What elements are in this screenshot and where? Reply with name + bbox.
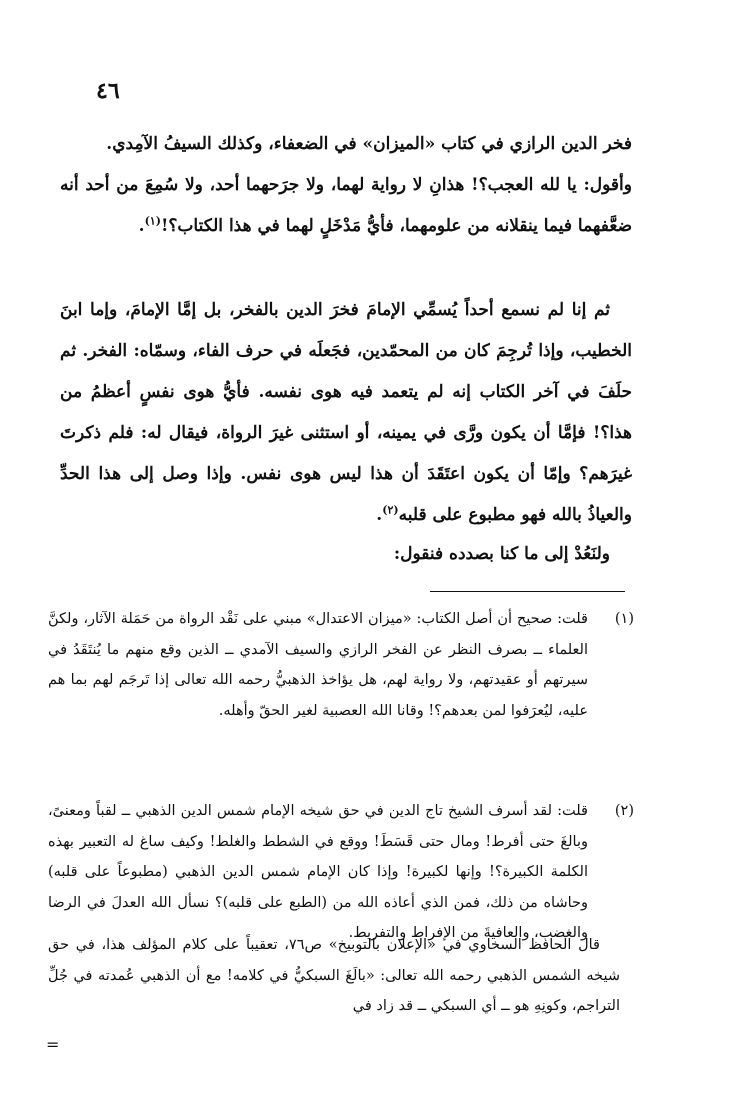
footnote-ref-1[interactable]: (١) [144,214,161,228]
main-paragraph-3 [60,290,632,536]
main-paragraph-1 [60,124,632,247]
footnote-separator [430,591,625,592]
footnote-2-continuation: قال الحافظ السخاوي في «الإعلان بالتوبيخ» ص٧٦، تعقيباً على كلام المؤلف هذا، في حق شيخه الشمس الذهبي رحمه الله تعالى: «بالَغَ السبكيُّ في كلامه! مع أن الذهبي عُمدته في جُلِّ التراجم، وكونِهِ هو ــ أي السبكي ــ قد زاد في [48,937,620,1014]
paragraph-3: ثم إنا لم نسمع أحداً يُسمِّي الإمامَ فخرَ الدين بالفخر، بل إمَّا الإمامَ، وإما ابنَ الخطيب، وإذا تُرجِمَ كان من المحمّدين، فجَعلَه في حرف الفاء، وسمّاه: الفخر. ثم حلَفَ في آخر الكتاب إنه لم يتعمد فيه هوى نفسه. فأيُّ هوى نفسٍ أعظمُ من هذا؟! فإمَّا أن يكون ورَّى في يمينه، أو استثنى غيرَ الرواة، فيقال له: فلم ذكرتَ غيرَهم؟ وإمّا أن يكون اعتَقَدَ أن هذا ليس هوى نفس. وإذا وصل إلى هذا الحدِّ والعياذُ بالله فهو مطبوع على قلبه$^{(٢)}$. [60,300,632,525]
paragraph-4-text: ولنَعُدْ إلى ما كنا بصدده فنقول: [393,544,610,564]
continuation-mark: = [46,1035,60,1054]
paragraph-2: وأقول: يا لله العجب؟! هذانِ لا رواية لهما، ولا جرَحهما أحد، ولا سُمِعَ من أحد أنه ضعَّفهما فيما ينقلانه من علومهما، فأيُّ مَدْخَلٍ لهما في هذا الكتاب؟!$^{(١)}$. [60,175,632,236]
paragraph-line: فخر الدين الرازي في كتاب «الميزان» في الضعفاء، وكذلك السيفُ الآمِدي. [106,134,632,154]
paragraph-3-text: ثم إنا لم نسمع أحداً يُسمِّي الإمامَ فخرَ الدين بالفخر، بل إمَّا الإمامَ، وإما ابنَ الخطيب، وإذا تُرجِمَ كان من المحمّدين، فجَعلَه في حرف الفاء، وسمّاه: الفخر. ثم حلَفَ في آخر الكتاب إنه لم يتعمد فيه هوى نفسه. فأيُّ هوى نفسٍ أعظمُ من هذا؟! فإمَّا أن يكون ورَّى في يمينه، أو استثنى غيرَ الرواة، فيقال له: فلم ذكرتَ غيرَهم؟ وإمّا أن يكون اعتَقَدَ أن هذا ليس هوى نفس. وإذا وصل إلى هذا الحدِّ والعياذُ بالله فهو مطبوع على قلبه [60,300,632,525]
footnote-2: قلت: لقد أسرف الشيخ تاج الدين في حق شيخه الإمام شمس الدين الذهبي ــ لقباً ومعنىً، وبالغَ حتى أفرط! ومال حتى قَسَطَ! ووقع في الشطط والغلط! وكيف ساغ له التعبير بهذه الكلمة الكبيرة؟! وإنها لكبيرة! وإذا كان الإمام شمس الدين الذهبي (مطبوعاً على قلبه) وحاشاه من ذلك، فمن الذي أعاذه الله من (الطبع على قلبه)؟ نسأل الله العدلَ في الرضا والغضب، والعافيةَ من الإفراط والتفريط. [48,803,588,941]
footnote-1: قلت: صحيح أن أصل الكتاب: «ميزان الاعتدال» مبني على نَقْد الرواة من حَمَلة الآثار، ولكنَّ العلماء ــ بصرف النظر عن الفخر الرازي والسيف الآمدي ــ الذين وقع منهم ما يُنتَقَدُ في سيرتهم أو عقيدتهم، ولا رواية لهم، هل يؤاخذ الذهبيُّ رحمه الله تعالى إذا تَرجَم لهم بما هم عليه، ليُعرَفوا لمن بعدهم؟! وقانا الله العصبية لغير الحقّ وأهله. [48,611,588,719]
footnote-number-1: (١) [614,611,634,627]
main-paragraph-4 [60,534,632,575]
footnote-number-2: (٢) [614,803,634,819]
page-number: ٤٦ [96,78,120,104]
footnote-ref-2[interactable]: (٢) [382,503,399,517]
paragraph-2-text: وأقول: يا لله العجب؟! هذانِ لا رواية لهما، ولا جرَحهما أحد، ولا سُمِعَ من أحد أنه ضعَّفهما فيما ينقلانه من علومهما، فأيُّ مَدْخَلٍ لهما في هذا الكتاب؟! [60,175,632,236]
